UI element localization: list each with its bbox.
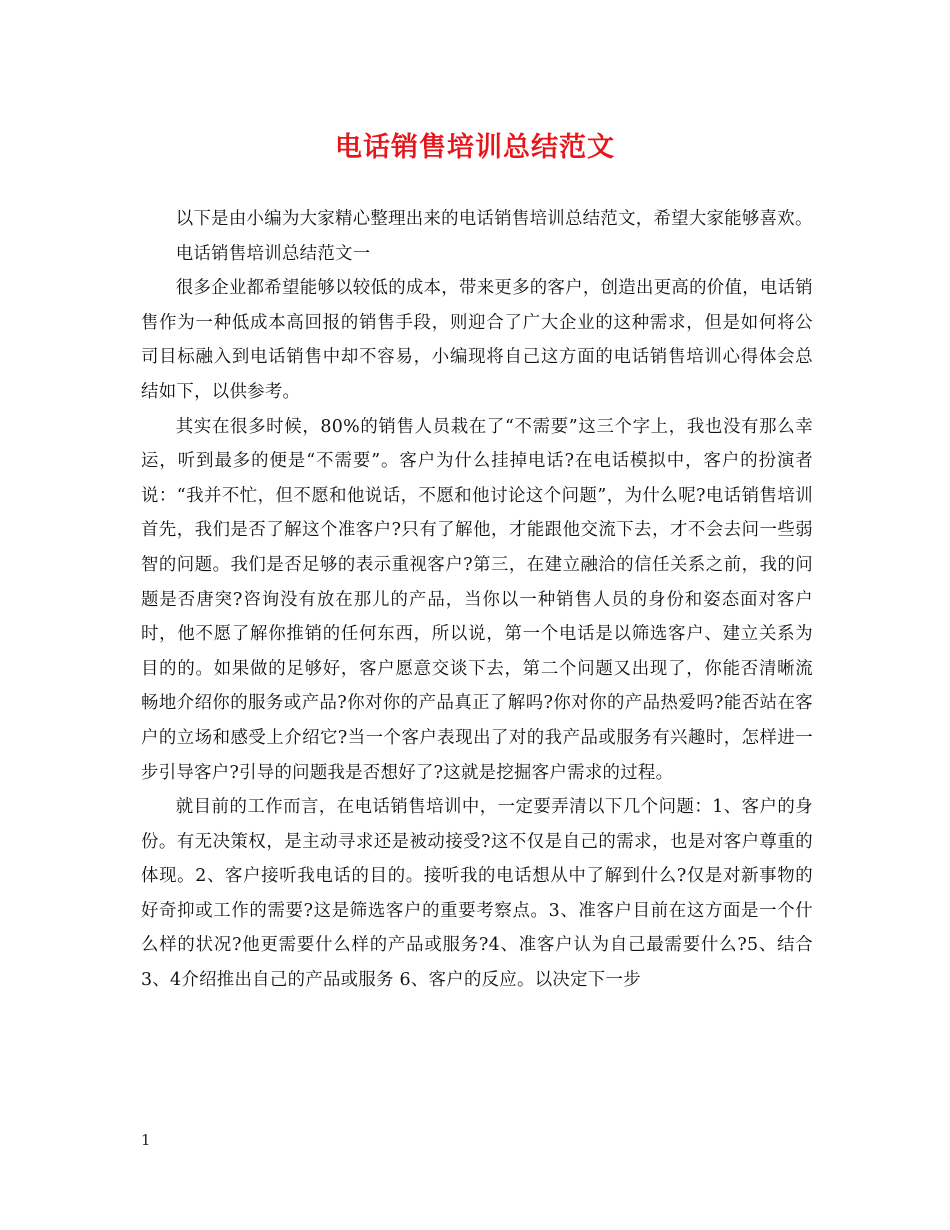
page-number: 1 <box>141 1131 151 1149</box>
body-paragraph: 其实在很多时候，80%的销售人员栽在了“不需要”这三个字上，我也没有那么幸运，听到最多的便是“不需要”。客户为什么挂掉电话?在电话模拟中，客户的扮演者说：“我并不忙，但不愿和他说话，不愿和他讨论这个问题”，为什么呢?电话销售培训首先，我们是否了解这个准客户?只有了解他，才能跟他交流下去，才不会去问一些弱智的问题。我们是否足够的表示重视客户?第三，在建立融洽的信任关系之前，我的问题是否唐突?咨询没有放在那儿的产品，当你以一种销售人员的身份和姿态面对客户时，他不愿了解你推销的任何东西，所以说，第一个电话是以筛选客户、建立关系为目的的。如果做的足够好，客户愿意交谈下去，第二个问题又出现了，你能否清晰流畅地介绍你的服务或产品?你对你的产品真正了解吗?你对你的产品热爱吗?能否站在客户的立场和感受上介绍它?当一个客户表现出了对的我产品或服务有兴趣时，怎样进一步引导客户?引导的问题我是否想好了?这就是挖掘客户需求的过程。 <box>141 416 813 783</box>
intro-paragraph: 以下是由小编为大家精心整理出来的电话销售培训总结范文，希望大家能够喜欢。 <box>175 209 813 229</box>
document-body <box>141 202 813 998</box>
document-title: 电话销售培训总结范文 <box>335 132 615 163</box>
section-heading: 电话销售培训总结范文一 <box>175 243 371 264</box>
body-paragraph: 就目前的工作而言，在电话销售培训中，一定要弄清以下几个问题：1、客户的身份。有无决策权，是主动寻求还是被动接受?这不仅是自己的需求，也是对客户尊重的体现。2、客户接听我电话的目的。接听我的电话想从中了解到什么?仅是对新事物的好奇抑或工作的需要?这是筛选客户的重要考察点。3、准客户目前在这方面是一个什么样的状况?他更需要什么样的产品或服务?4、准客户认为自己最需要什么?5、结合3、4介绍推出自己的产品或服务 6、客户的反应。以决定下一步 <box>141 797 813 991</box>
body-paragraph: 很多企业都希望能够以较低的成本，带来更多的客户，创造出更高的价值，电话销售作为一种低成本高回报的销售手段，则迎合了广大企业的这种需求，但是如何将公司目标融入到电话销售中却不容易，小编现将自己这方面的电话销售培训心得体会总结如下，以供参考。 <box>141 278 813 402</box>
